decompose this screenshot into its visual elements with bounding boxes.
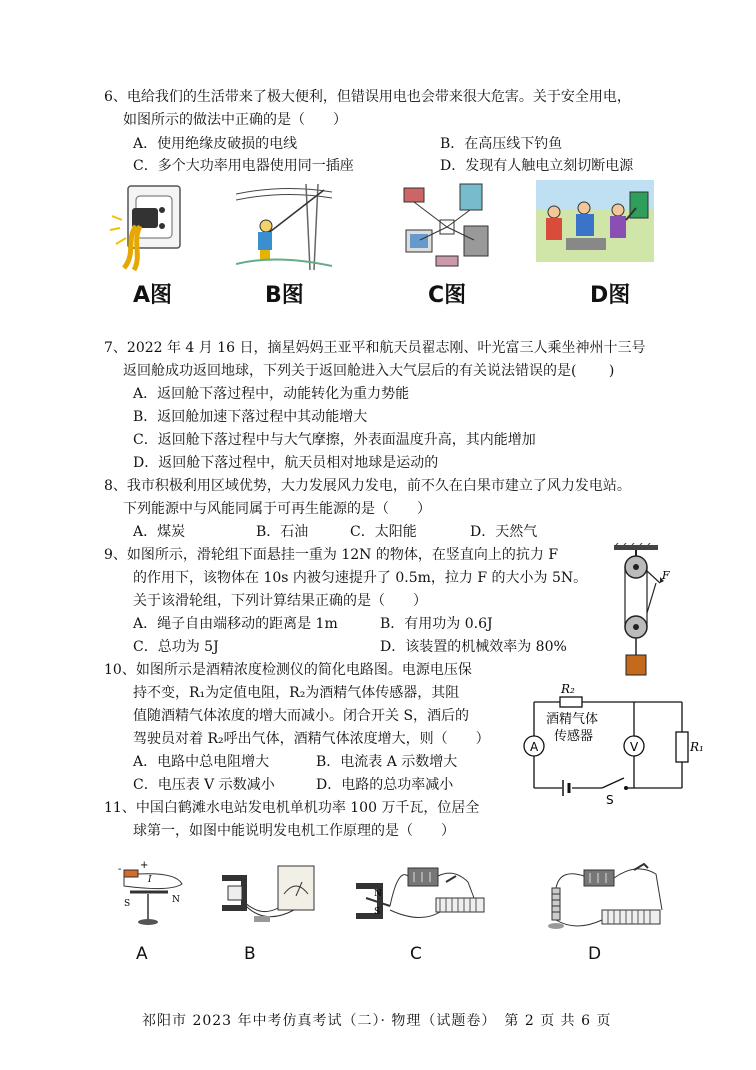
- q6-option-a: A．使用绝缘皮破损的电线: [133, 136, 298, 152]
- q11-figc-north: N: [374, 889, 382, 899]
- q10-option-c: C．电压表 V 示数减小: [133, 777, 275, 793]
- q11-stem-line1: 11、中国白鹤滩水电站发电机单机功率 100 万千瓦，位居全: [104, 800, 480, 816]
- q11-figure-c-motor-principle: [350, 858, 490, 932]
- q8-option-a: A．煤炭: [133, 524, 186, 540]
- q6-option-d: D．发现有人触电立刻切断电源: [440, 158, 634, 174]
- q6-figure-b-fishing-under-power-line: [236, 180, 332, 272]
- q9-option-b: B．有用功为 0.6J: [380, 616, 493, 632]
- q11-figa-plus: +: [140, 860, 149, 871]
- q10-switch-label: S: [606, 793, 614, 807]
- q9-stem-line3: 关于该滑轮组，下列计算结果正确的是（ ）: [133, 593, 427, 609]
- q6-caption-a: A图: [133, 283, 173, 308]
- q10-stem-line3: 值随酒精气体浓度的增大而减小。闭合开关 S，酒后的: [133, 708, 470, 724]
- q10-circuit-diagram: [506, 680, 706, 808]
- q7-option-c: C．返回舱下落过程中与大气摩擦，外表面温度升高，其内能增加: [133, 432, 536, 448]
- q11-figa-south: S: [124, 899, 131, 909]
- q11-figc-south: S: [374, 907, 381, 917]
- q11-caption-c: C: [410, 944, 422, 964]
- q10-option-a: A．电路中总电阻增大: [133, 754, 270, 770]
- q11-caption-a: A: [136, 944, 148, 964]
- q9-force-label: F: [662, 569, 670, 582]
- q6-figure-c-overloaded-socket: [400, 180, 496, 272]
- q9-stem-line1: 9、如图所示，滑轮组下面悬挂一重为 12N 的物体，在竖直向上的抗力 F: [104, 547, 559, 563]
- q11-figa-north: N: [172, 895, 180, 905]
- q10-stem-line2: 持不变，R₁为定值电阻，R₂为酒精气体传感器，其阻: [133, 685, 460, 701]
- q8-stem-line1: 8、我市积极利用区域优势，大力发展风力发电，前不久在白果市建立了风力发电站。: [104, 478, 631, 494]
- q10-option-b: B．电流表 A 示数增大: [316, 754, 458, 770]
- q10-sensor-label-2: 传感器: [554, 729, 594, 744]
- q11-figure-b-galvanometer: [214, 858, 320, 932]
- q8-stem-line2: 下列能源中与风能同属于可再生能源的是（ ）: [123, 501, 431, 517]
- q8-option-d: D．天然气: [470, 524, 538, 540]
- q6-option-c: C．多个大功率用电器使用同一插座: [133, 158, 354, 174]
- q10-ammeter-label: A: [530, 740, 539, 754]
- q7-option-b: B．返回舱加速下落过程中其动能增大: [133, 409, 368, 425]
- q11-caption-b: B: [244, 944, 256, 964]
- q11-figa-minus: -: [118, 864, 122, 875]
- q7-stem-line1: 7、2022 年 4 月 16 日，摘星妈妈王亚平和航天员翟志刚、叶光富三人乘坐神州十三号: [104, 340, 646, 356]
- q11-figa-current: I: [148, 875, 152, 885]
- q6-option-b: B．在高压线下钓鱼: [440, 136, 563, 152]
- q11-caption-d: D: [588, 944, 602, 964]
- q9-option-d: D．该装置的机械效率为 80%: [380, 639, 567, 655]
- q6-stem-line1: 6、电给我们的生活带来了极大便利，但错误用电也会带来很大危害。关于安全用电，: [104, 89, 631, 105]
- q6-caption-b: B图: [265, 283, 304, 308]
- q8-option-c: C．太阳能: [350, 524, 417, 540]
- q6-figure-a-damaged-wire: [106, 180, 186, 272]
- q6-caption-c: C图: [428, 283, 467, 308]
- q8-option-b: B．石油: [256, 524, 309, 540]
- page-footer: 祁阳市 2023 年中考仿真考试（二）· 物理（试题卷） 第 2 页 共 6 页: [142, 1013, 612, 1029]
- q10-stem-line1: 10、如图所示是酒精浓度检测仪的简化电路图。电源电压保: [104, 662, 472, 678]
- q11-stem-line2: 球第一，如图中能说明发电机工作原理的是（ ）: [133, 823, 455, 839]
- q10-r1-label: R₁: [690, 740, 704, 754]
- q9-stem-line2: 的作用下，该物体在 10s 内被匀速提升了 0.5m，拉力 F 的大小为 5N。: [133, 570, 588, 586]
- q11-figure-a-oersted: [110, 858, 190, 930]
- q7-stem-line2: 返回舱成功返回地球，下列关于返回舱进入大气层后的有关说法错误的是( ): [123, 363, 615, 379]
- q11-figure-d-electromagnet: [546, 858, 668, 936]
- q6-stem-line2: 如图所示的做法中正确的是（ ）: [123, 112, 347, 128]
- q10-r2-label: R₂: [561, 682, 575, 696]
- q6-caption-d: D图: [590, 283, 631, 308]
- q10-sensor-label-1: 酒精气体: [546, 712, 599, 727]
- q10-option-d: D．电路的总功率减小: [316, 777, 454, 793]
- q6-figure-d-cut-off-power: [536, 180, 654, 262]
- q10-stem-line4: 驾驶员对着 R₂呼出气体，酒精气体浓度增大，则（ ）: [133, 731, 490, 747]
- q7-option-d: D．返回舱下落过程中，航天员相对地球是运动的: [133, 455, 439, 471]
- q7-option-a: A．返回舱下落过程中，动能转化为重力势能: [133, 386, 410, 402]
- q9-pulley-diagram: [606, 543, 680, 681]
- q10-voltmeter-label: V: [630, 740, 639, 754]
- q9-option-c: C．总功为 5J: [133, 639, 219, 655]
- q9-option-a: A．绳子自由端移动的距离是 1m: [133, 616, 338, 632]
